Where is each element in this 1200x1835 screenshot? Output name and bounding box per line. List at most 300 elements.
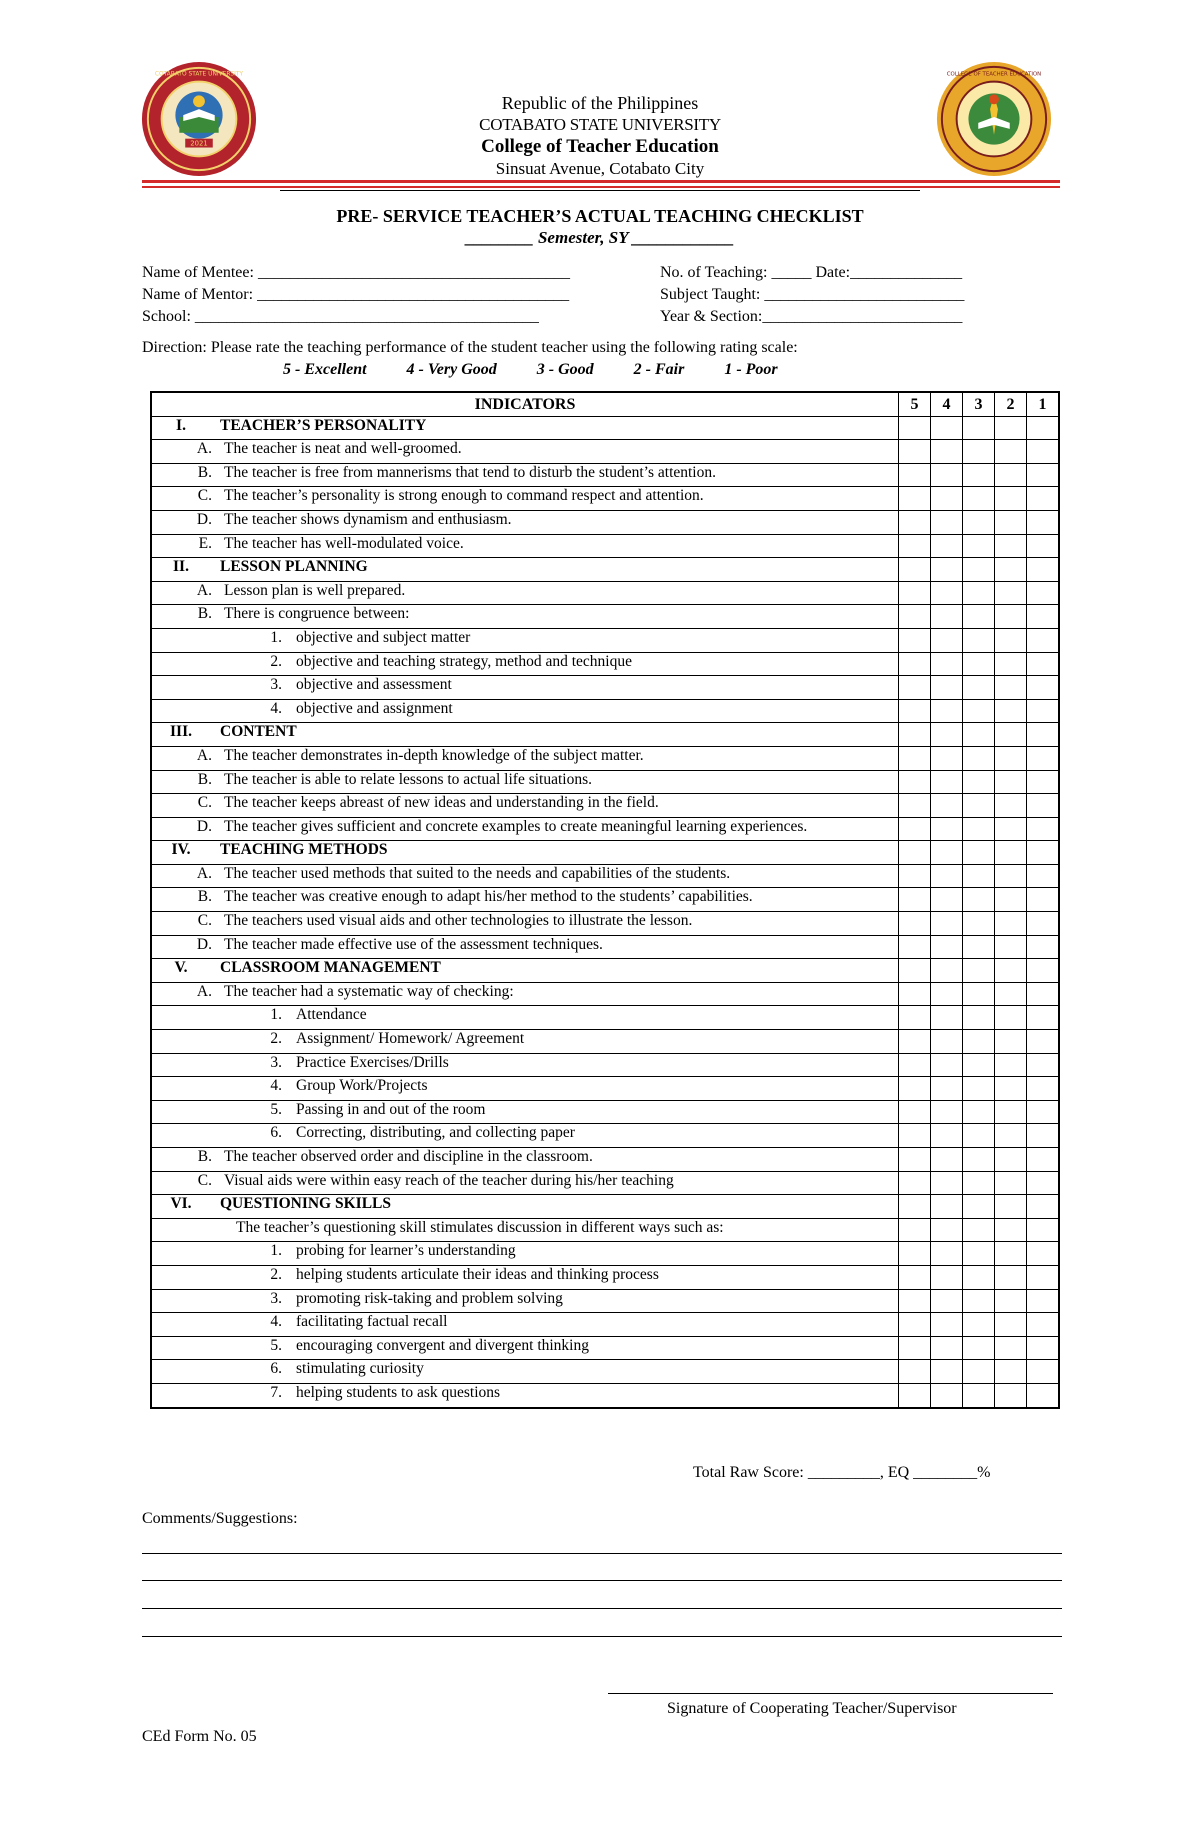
- rating-cell-4[interactable]: [931, 794, 963, 818]
- rating-cell-2[interactable]: [995, 699, 1027, 723]
- rating-cell-3[interactable]: [963, 841, 995, 865]
- indicator-row: [151, 1148, 1059, 1172]
- rating-cell-1[interactable]: [1027, 463, 1060, 487]
- indicator-cell: [151, 416, 899, 440]
- rating-cell-4[interactable]: [931, 1360, 963, 1384]
- rating-cell-1[interactable]: [1027, 581, 1060, 605]
- rating-cell-3[interactable]: [963, 652, 995, 676]
- rating-header-3: 3: [963, 392, 995, 416]
- rating-cell-5[interactable]: [899, 1360, 931, 1384]
- rating-cell-1[interactable]: [1027, 676, 1060, 700]
- sub-indicator-text: helping students to ask questions: [296, 1383, 501, 1401]
- indicator-cell: [151, 770, 899, 794]
- rating-cell-5[interactable]: [899, 1100, 931, 1124]
- rating-cell-1[interactable]: [1027, 652, 1060, 676]
- rating-cell-5[interactable]: [899, 534, 931, 558]
- rating-cell-3[interactable]: [963, 1383, 995, 1407]
- indicator-text: The teacher demonstrates in-depth knowledge of the subject matter.: [224, 746, 644, 764]
- section-number: IV.: [171, 841, 191, 859]
- indicator-text: The teacher shows dynamism and enthusiasm.: [224, 510, 512, 528]
- raw-score-field[interactable]: Total Raw Score: _________, EQ ________%: [693, 1464, 991, 1481]
- rating-cell-5[interactable]: [899, 888, 931, 912]
- rating-cell-1[interactable]: [1027, 982, 1060, 1006]
- indicator-text: The teacher was creative enough to adapt his/her method to the students’ capabilities.: [224, 888, 753, 906]
- semester-line: ________ Semester, SY ____________: [465, 228, 735, 247]
- rating-cell-5[interactable]: [899, 487, 931, 511]
- rating-cell-1[interactable]: [1027, 935, 1060, 959]
- rating-cell-2[interactable]: [995, 676, 1027, 700]
- rating-cell-2[interactable]: [995, 888, 1027, 912]
- rating-cell-4[interactable]: [931, 1077, 963, 1101]
- rating-cell-3[interactable]: [963, 605, 995, 629]
- rating-cell-3[interactable]: [963, 982, 995, 1006]
- rating-cell-5[interactable]: [899, 1313, 931, 1337]
- form-title: PRE- SERVICE TEACHER’S ACTUAL TEACHING CHECKLIST: [336, 206, 864, 226]
- section-number: VI.: [170, 1195, 192, 1213]
- rating-cell-5[interactable]: [899, 770, 931, 794]
- rating-cell-5[interactable]: [899, 794, 931, 818]
- rating-cell-2[interactable]: [995, 558, 1027, 582]
- rating-cell-3[interactable]: [963, 487, 995, 511]
- rating-cell-3[interactable]: [963, 1077, 995, 1101]
- sub-indicator-text: objective and subject matter: [296, 628, 471, 646]
- indicator-cell: [151, 510, 899, 534]
- rating-cell-4[interactable]: [931, 1171, 963, 1195]
- rating-cell-1[interactable]: [1027, 1077, 1060, 1101]
- indicator-cell: [151, 1124, 899, 1148]
- sub-indicator-text: objective and teaching strategy, method and technique: [296, 652, 632, 670]
- rating-cell-5[interactable]: [899, 416, 931, 440]
- rating-cell-1[interactable]: [1027, 1006, 1060, 1030]
- rating-cell-2[interactable]: [995, 746, 1027, 770]
- rating-cell-3[interactable]: [963, 628, 995, 652]
- subject-field[interactable]: Subject Taught: _________________________: [660, 286, 965, 303]
- rating-cell-2[interactable]: [995, 1313, 1027, 1337]
- scale-5: 5 - Excellent: [283, 361, 367, 378]
- rating-cell-4[interactable]: [931, 1383, 963, 1407]
- rating-cell-4[interactable]: [931, 416, 963, 440]
- rating-cell-3[interactable]: [963, 463, 995, 487]
- rating-cell-1[interactable]: [1027, 841, 1060, 865]
- rating-cell-3[interactable]: [963, 1100, 995, 1124]
- rating-cell-3[interactable]: [963, 1053, 995, 1077]
- rating-cell-1[interactable]: [1027, 1360, 1060, 1384]
- rating-cell-5[interactable]: [899, 1218, 931, 1242]
- rating-cell-2[interactable]: [995, 723, 1027, 747]
- sub-indicator-number: 2.: [270, 1030, 282, 1048]
- rating-cell-3[interactable]: [963, 1148, 995, 1172]
- rating-cell-3[interactable]: [963, 440, 995, 464]
- rating-cell-4[interactable]: [931, 463, 963, 487]
- scale-1: 1 - Poor: [724, 361, 778, 378]
- rating-cell-3[interactable]: [963, 581, 995, 605]
- indicator-row: [151, 463, 1059, 487]
- rating-cell-1[interactable]: [1027, 1383, 1060, 1407]
- indicator-row: [151, 982, 1059, 1006]
- rating-cell-4[interactable]: [931, 1195, 963, 1219]
- rating-cell-3[interactable]: [963, 1242, 995, 1266]
- rating-cell-5[interactable]: [899, 1124, 931, 1148]
- rating-cell-5[interactable]: [899, 510, 931, 534]
- rating-cell-2[interactable]: [995, 1053, 1027, 1077]
- rating-cell-2[interactable]: [995, 1124, 1027, 1148]
- rating-cell-2[interactable]: [995, 1195, 1027, 1219]
- rating-cell-2[interactable]: [995, 1360, 1027, 1384]
- rating-cell-1[interactable]: [1027, 1100, 1060, 1124]
- rating-cell-5[interactable]: [899, 676, 931, 700]
- indicator-row: [151, 1289, 1059, 1313]
- rating-cell-3[interactable]: [963, 1124, 995, 1148]
- rating-cell-4[interactable]: [931, 652, 963, 676]
- rating-cell-1[interactable]: [1027, 864, 1060, 888]
- indicators-header: INDICATORS: [151, 392, 899, 416]
- sub-indicator-text: encouraging convergent and divergent thinking: [296, 1336, 589, 1354]
- rating-cell-2[interactable]: [995, 794, 1027, 818]
- rating-cell-3[interactable]: [963, 1171, 995, 1195]
- comment-line[interactable]: [142, 1636, 1062, 1637]
- rating-cell-4[interactable]: [931, 935, 963, 959]
- indicator-letter: D.: [196, 510, 212, 528]
- rating-cell-4[interactable]: [931, 912, 963, 936]
- rating-cell-5[interactable]: [899, 652, 931, 676]
- indicator-row: [151, 676, 1059, 700]
- rating-cell-4[interactable]: [931, 605, 963, 629]
- indicator-cell: [151, 1030, 899, 1054]
- indicator-letter: B.: [197, 888, 212, 906]
- rating-cell-1[interactable]: [1027, 1265, 1060, 1289]
- rating-cell-4[interactable]: [931, 558, 963, 582]
- indicator-cell: [151, 1171, 899, 1195]
- indicator-row: [151, 510, 1059, 534]
- year-section-field[interactable]: Year & Section:_________________________: [660, 308, 963, 325]
- rating-cell-5[interactable]: [899, 699, 931, 723]
- rating-cell-3[interactable]: [963, 676, 995, 700]
- indicator-row: [151, 794, 1059, 818]
- indicator-cell: [151, 699, 899, 723]
- table-header-row: [151, 392, 1059, 416]
- rating-cell-3[interactable]: [963, 794, 995, 818]
- rating-cell-2[interactable]: [995, 1006, 1027, 1030]
- indicator-text: Visual aids were within easy reach of the teacher during his/her teaching: [224, 1171, 674, 1189]
- rating-cell-1[interactable]: [1027, 1148, 1060, 1172]
- rating-cell-2[interactable]: [995, 841, 1027, 865]
- rating-cell-4[interactable]: [931, 628, 963, 652]
- rating-cell-5[interactable]: [899, 1383, 931, 1407]
- rating-cell-3[interactable]: [963, 1313, 995, 1337]
- rating-cell-5[interactable]: [899, 817, 931, 841]
- mentor-field[interactable]: Name of Mentor: _______________________________________: [142, 286, 570, 303]
- indicator-cell: [151, 463, 899, 487]
- rating-cell-2[interactable]: [995, 935, 1027, 959]
- rating-cell-1[interactable]: [1027, 440, 1060, 464]
- rating-cell-2[interactable]: [995, 581, 1027, 605]
- rating-cell-4[interactable]: [931, 1265, 963, 1289]
- rating-cell-1[interactable]: [1027, 723, 1060, 747]
- rating-cell-5[interactable]: [899, 723, 931, 747]
- rating-cell-3[interactable]: [963, 416, 995, 440]
- rating-cell-5[interactable]: [899, 1265, 931, 1289]
- rating-cell-4[interactable]: [931, 841, 963, 865]
- rating-cell-4[interactable]: [931, 1006, 963, 1030]
- rating-cell-1[interactable]: [1027, 628, 1060, 652]
- rating-cell-3[interactable]: [963, 912, 995, 936]
- rating-cell-5[interactable]: [899, 605, 931, 629]
- indicator-text: The teacher’s personality is strong enough to command respect and attention.: [224, 487, 704, 505]
- rating-cell-4[interactable]: [931, 1030, 963, 1054]
- rating-cell-2[interactable]: [995, 959, 1027, 983]
- indicator-cell: [151, 912, 899, 936]
- rating-cell-5[interactable]: [899, 959, 931, 983]
- rating-cell-2[interactable]: [995, 487, 1027, 511]
- rating-cell-2[interactable]: [995, 605, 1027, 629]
- rating-cell-5[interactable]: [899, 935, 931, 959]
- rating-cell-4[interactable]: [931, 982, 963, 1006]
- indicator-cell: [151, 794, 899, 818]
- rating-cell-2[interactable]: [995, 1218, 1027, 1242]
- rating-cell-5[interactable]: [899, 628, 931, 652]
- rating-cell-3[interactable]: [963, 935, 995, 959]
- comment-line[interactable]: [142, 1580, 1062, 1581]
- rating-cell-1[interactable]: [1027, 510, 1060, 534]
- section-title: CONTENT: [220, 723, 297, 741]
- rating-cell-1[interactable]: [1027, 1336, 1060, 1360]
- rating-cell-3[interactable]: [963, 510, 995, 534]
- rating-cell-3[interactable]: [963, 864, 995, 888]
- rating-cell-1[interactable]: [1027, 534, 1060, 558]
- rating-cell-3[interactable]: [963, 817, 995, 841]
- rating-cell-1[interactable]: [1027, 1289, 1060, 1313]
- sub-indicator-text: facilitating factual recall: [296, 1313, 448, 1331]
- rating-cell-3[interactable]: [963, 1006, 995, 1030]
- indicator-text: The teacher is free from mannerisms that tend to disturb the student’s attention.: [224, 463, 716, 481]
- rating-cell-2[interactable]: [995, 817, 1027, 841]
- form-number: CEd Form No. 05: [142, 1728, 257, 1745]
- rating-cell-3[interactable]: [963, 1360, 995, 1384]
- rating-cell-5[interactable]: [899, 1336, 931, 1360]
- rating-cell-5[interactable]: [899, 1195, 931, 1219]
- rating-cell-1[interactable]: [1027, 558, 1060, 582]
- rating-cell-4[interactable]: [931, 1218, 963, 1242]
- indicator-text: The teacher gives sufficient and concrete examples to create meaningful learning experiences.: [224, 817, 808, 835]
- sub-indicator-number: 7.: [270, 1383, 282, 1401]
- sub-indicator-text: Practice Exercises/Drills: [296, 1053, 449, 1071]
- rating-cell-1[interactable]: [1027, 416, 1060, 440]
- rating-cell-1[interactable]: [1027, 959, 1060, 983]
- rating-cell-5[interactable]: [899, 1053, 931, 1077]
- rating-cell-2[interactable]: [995, 1148, 1027, 1172]
- rating-cell-4[interactable]: [931, 1148, 963, 1172]
- rating-cell-3[interactable]: [963, 699, 995, 723]
- rating-cell-1[interactable]: [1027, 1195, 1060, 1219]
- indicator-row: [151, 817, 1059, 841]
- rating-header-2: 2: [995, 392, 1027, 416]
- rating-cell-5[interactable]: [899, 1171, 931, 1195]
- rating-cell-2[interactable]: [995, 440, 1027, 464]
- rating-cell-4[interactable]: [931, 1124, 963, 1148]
- rating-cell-1[interactable]: [1027, 1030, 1060, 1054]
- rating-cell-5[interactable]: [899, 1006, 931, 1030]
- rating-cell-5[interactable]: [899, 1289, 931, 1313]
- rating-cell-4[interactable]: [931, 817, 963, 841]
- rating-cell-4[interactable]: [931, 1289, 963, 1313]
- rating-cell-4[interactable]: [931, 1313, 963, 1337]
- rating-cell-4[interactable]: [931, 510, 963, 534]
- rating-cell-1[interactable]: [1027, 888, 1060, 912]
- rating-cell-2[interactable]: [995, 1171, 1027, 1195]
- rating-cell-3[interactable]: [963, 888, 995, 912]
- rating-cell-4[interactable]: [931, 770, 963, 794]
- rating-cell-4[interactable]: [931, 1053, 963, 1077]
- rating-cell-2[interactable]: [995, 1077, 1027, 1101]
- header-divider-black: [280, 190, 920, 191]
- rating-cell-2[interactable]: [995, 1100, 1027, 1124]
- comment-line[interactable]: [142, 1608, 1062, 1609]
- rating-cell-5[interactable]: [899, 558, 931, 582]
- indicator-letter: C.: [197, 1171, 212, 1189]
- rating-cell-2[interactable]: [995, 1289, 1027, 1313]
- sub-indicator-number: 2.: [270, 652, 282, 670]
- rating-cell-2[interactable]: [995, 1265, 1027, 1289]
- comments-label: Comments/Suggestions:: [142, 1510, 298, 1527]
- rating-cell-4[interactable]: [931, 723, 963, 747]
- rating-cell-4[interactable]: [931, 440, 963, 464]
- rating-cell-5[interactable]: [899, 982, 931, 1006]
- rating-cell-1[interactable]: [1027, 746, 1060, 770]
- rating-cell-4[interactable]: [931, 888, 963, 912]
- school-field[interactable]: School: ___________________________________________: [142, 308, 539, 325]
- rating-cell-2[interactable]: [995, 628, 1027, 652]
- section-row: [151, 416, 1059, 440]
- rating-cell-4[interactable]: [931, 487, 963, 511]
- rating-cell-1[interactable]: [1027, 699, 1060, 723]
- rating-cell-1[interactable]: [1027, 817, 1060, 841]
- rating-cell-5[interactable]: [899, 1077, 931, 1101]
- rating-cell-2[interactable]: [995, 912, 1027, 936]
- rating-cell-1[interactable]: [1027, 794, 1060, 818]
- rating-cell-1[interactable]: [1027, 1171, 1060, 1195]
- section-title: TEACHER’S PERSONALITY: [220, 416, 427, 434]
- rating-cell-2[interactable]: [995, 652, 1027, 676]
- rating-cell-3[interactable]: [963, 770, 995, 794]
- rating-cell-2[interactable]: [995, 463, 1027, 487]
- sub-indicator-text: promoting risk-taking and problem solving: [296, 1289, 563, 1307]
- rating-cell-3[interactable]: [963, 1195, 995, 1219]
- rating-cell-5[interactable]: [899, 864, 931, 888]
- rating-cell-3[interactable]: [963, 723, 995, 747]
- rating-cell-3[interactable]: [963, 1030, 995, 1054]
- rating-cell-3[interactable]: [963, 1265, 995, 1289]
- rating-cell-2[interactable]: [995, 982, 1027, 1006]
- indicator-letter: A.: [196, 864, 212, 882]
- rating-cell-3[interactable]: [963, 959, 995, 983]
- rating-cell-3[interactable]: [963, 534, 995, 558]
- rating-cell-5[interactable]: [899, 1242, 931, 1266]
- teaching-date-field[interactable]: No. of Teaching: _____ Date:______________: [660, 264, 963, 281]
- rating-cell-2[interactable]: [995, 1336, 1027, 1360]
- sub-indicator-number: 4.: [270, 699, 282, 717]
- rating-cell-5[interactable]: [899, 746, 931, 770]
- indicator-cell: [151, 1265, 899, 1289]
- indicator-row: [151, 605, 1059, 629]
- rating-cell-3[interactable]: [963, 1289, 995, 1313]
- rating-cell-1[interactable]: [1027, 1053, 1060, 1077]
- section-number: V.: [174, 959, 188, 977]
- rating-cell-1[interactable]: [1027, 1124, 1060, 1148]
- rating-cell-1[interactable]: [1027, 1218, 1060, 1242]
- rating-cell-2[interactable]: [995, 1030, 1027, 1054]
- indicator-text: The teacher is able to relate lessons to actual life situations.: [224, 770, 592, 788]
- sub-indicator-text: probing for learner’s understanding: [296, 1242, 516, 1260]
- rating-cell-1[interactable]: [1027, 605, 1060, 629]
- seal-year: 2021: [190, 139, 208, 148]
- rating-cell-4[interactable]: [931, 959, 963, 983]
- rating-cell-1[interactable]: [1027, 912, 1060, 936]
- signature-line[interactable]: [608, 1693, 1053, 1694]
- section-title: QUESTIONING SKILLS: [220, 1195, 391, 1213]
- rating-cell-2[interactable]: [995, 1383, 1027, 1407]
- indicator-text: The teacher keeps abreast of new ideas and understanding in the field.: [224, 794, 659, 812]
- indicator-cell: [151, 723, 899, 747]
- rating-cell-2[interactable]: [995, 534, 1027, 558]
- rating-cell-4[interactable]: [931, 746, 963, 770]
- sub-indicator-text: Group Work/Projects: [296, 1077, 428, 1095]
- comment-line[interactable]: [142, 1553, 1062, 1554]
- rating-cell-4[interactable]: [931, 699, 963, 723]
- indicator-cell: [151, 1313, 899, 1337]
- rating-cell-1[interactable]: [1027, 487, 1060, 511]
- rating-cell-1[interactable]: [1027, 1313, 1060, 1337]
- rating-cell-2[interactable]: [995, 416, 1027, 440]
- rating-cell-4[interactable]: [931, 1242, 963, 1266]
- rating-cell-3[interactable]: [963, 558, 995, 582]
- rating-cell-4[interactable]: [931, 676, 963, 700]
- sub-indicator-number: 3.: [270, 676, 282, 694]
- rating-cell-5[interactable]: [899, 1030, 931, 1054]
- indicator-text: The teacher had a systematic way of checking:: [224, 982, 514, 1000]
- indicator-cell: [151, 1100, 899, 1124]
- rating-cell-4[interactable]: [931, 864, 963, 888]
- indicator-letter: C.: [197, 794, 212, 812]
- scale-4: 4 - Very Good: [406, 361, 497, 378]
- rating-cell-1[interactable]: [1027, 770, 1060, 794]
- rating-cell-5[interactable]: [899, 912, 931, 936]
- rating-cell-4[interactable]: [931, 1336, 963, 1360]
- rating-cell-3[interactable]: [963, 746, 995, 770]
- indicator-cell: [151, 440, 899, 464]
- indicator-row: [151, 1242, 1059, 1266]
- mentee-field[interactable]: Name of Mentee: _______________________________________: [142, 264, 570, 281]
- indicator-row: [151, 1171, 1059, 1195]
- rating-cell-5[interactable]: [899, 1148, 931, 1172]
- rating-cell-4[interactable]: [931, 1100, 963, 1124]
- indicator-cell: [151, 982, 899, 1006]
- indicator-row: [151, 1100, 1059, 1124]
- rating-cell-5[interactable]: [899, 440, 931, 464]
- rating-cell-2[interactable]: [995, 864, 1027, 888]
- indicator-row: [151, 1124, 1059, 1148]
- rating-cell-5[interactable]: [899, 841, 931, 865]
- rating-cell-2[interactable]: [995, 1242, 1027, 1266]
- rating-cell-3[interactable]: [963, 1336, 995, 1360]
- rating-cell-1[interactable]: [1027, 1242, 1060, 1266]
- rating-cell-4[interactable]: [931, 581, 963, 605]
- rating-cell-4[interactable]: [931, 534, 963, 558]
- rating-cell-2[interactable]: [995, 770, 1027, 794]
- rating-cell-5[interactable]: [899, 581, 931, 605]
- rating-cell-3[interactable]: [963, 1218, 995, 1242]
- rating-cell-2[interactable]: [995, 510, 1027, 534]
- rating-cell-5[interactable]: [899, 463, 931, 487]
